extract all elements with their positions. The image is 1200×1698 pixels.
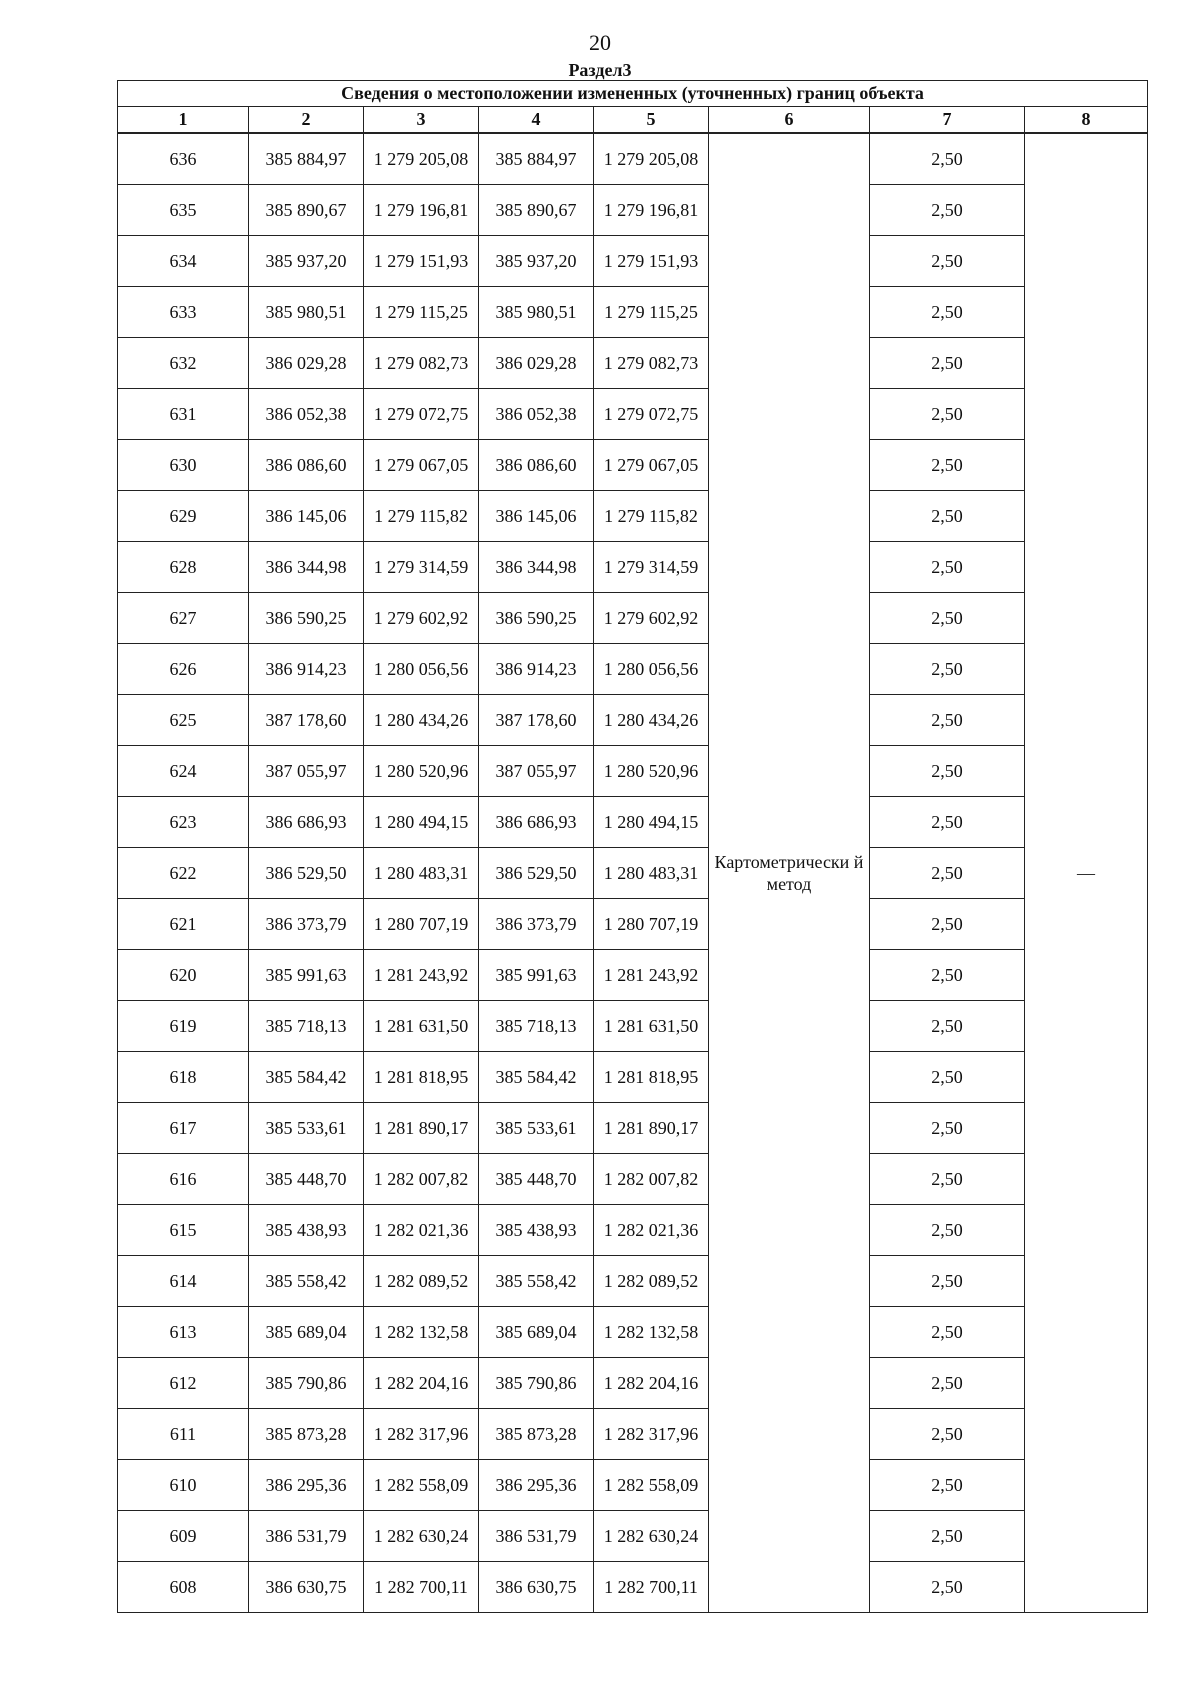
y-existing-cell: 1 282 630,24: [364, 1511, 479, 1562]
point-number-cell: 609: [118, 1511, 249, 1562]
y-new-cell: 1 280 056,56: [594, 644, 709, 695]
y-new-cell: 1 279 115,82: [594, 491, 709, 542]
y-new-cell: 1 282 317,96: [594, 1409, 709, 1460]
y-new-cell: 1 281 890,17: [594, 1103, 709, 1154]
y-existing-cell: 1 280 434,26: [364, 695, 479, 746]
x-new-cell: 386 295,36: [479, 1460, 594, 1511]
y-new-cell: 1 282 132,58: [594, 1307, 709, 1358]
point-number-cell: 608: [118, 1562, 249, 1613]
x-new-cell: 385 533,61: [479, 1103, 594, 1154]
point-number-cell: 624: [118, 746, 249, 797]
accuracy-cell: 2,50: [870, 1103, 1025, 1154]
y-new-cell: 1 282 630,24: [594, 1511, 709, 1562]
x-new-cell: 386 630,75: [479, 1562, 594, 1613]
table-row: [118, 542, 1148, 593]
accuracy-cell: 2,50: [870, 1409, 1025, 1460]
table-row: [118, 1358, 1148, 1409]
x-new-cell: 385 448,70: [479, 1154, 594, 1205]
y-new-cell: 1 282 204,16: [594, 1358, 709, 1409]
accuracy-cell: 2,50: [870, 1460, 1025, 1511]
point-number-cell: 628: [118, 542, 249, 593]
table-row: [118, 950, 1148, 1001]
y-existing-cell: 1 282 558,09: [364, 1460, 479, 1511]
accuracy-cell: 2,50: [870, 848, 1025, 899]
accuracy-cell: 2,50: [870, 950, 1025, 1001]
y-existing-cell: 1 279 115,25: [364, 287, 479, 338]
point-number-cell: 610: [118, 1460, 249, 1511]
point-number-cell: 621: [118, 899, 249, 950]
column-number: 1: [118, 107, 249, 134]
point-number-cell: 615: [118, 1205, 249, 1256]
accuracy-cell: 2,50: [870, 593, 1025, 644]
x-new-cell: 387 178,60: [479, 695, 594, 746]
y-new-cell: 1 280 520,96: [594, 746, 709, 797]
accuracy-cell: 2,50: [870, 1358, 1025, 1409]
column-number: 6: [709, 107, 870, 134]
y-existing-cell: 1 280 520,96: [364, 746, 479, 797]
y-existing-cell: 1 279 205,08: [364, 133, 479, 185]
x-existing-cell: 386 145,06: [249, 491, 364, 542]
x-new-cell: 385 558,42: [479, 1256, 594, 1307]
point-number-cell: 617: [118, 1103, 249, 1154]
column-number: 4: [479, 107, 594, 134]
y-existing-cell: 1 279 602,92: [364, 593, 479, 644]
y-new-cell: 1 281 631,50: [594, 1001, 709, 1052]
table-row: [118, 1511, 1148, 1562]
accuracy-cell: 2,50: [870, 287, 1025, 338]
x-existing-cell: 385 558,42: [249, 1256, 364, 1307]
x-existing-cell: 385 533,61: [249, 1103, 364, 1154]
y-new-cell: 1 279 151,93: [594, 236, 709, 287]
y-new-cell: 1 281 818,95: [594, 1052, 709, 1103]
x-new-cell: 385 790,86: [479, 1358, 594, 1409]
y-existing-cell: 1 280 483,31: [364, 848, 479, 899]
accuracy-cell: 2,50: [870, 1307, 1025, 1358]
x-existing-cell: 385 937,20: [249, 236, 364, 287]
y-existing-cell: 1 282 700,11: [364, 1562, 479, 1613]
y-existing-cell: 1 282 132,58: [364, 1307, 479, 1358]
accuracy-cell: 2,50: [870, 542, 1025, 593]
x-new-cell: 385 718,13: [479, 1001, 594, 1052]
accuracy-cell: 2,50: [870, 1154, 1025, 1205]
y-new-cell: 1 282 558,09: [594, 1460, 709, 1511]
accuracy-cell: 2,50: [870, 133, 1025, 185]
method-cell: Картометрически й метод: [709, 133, 870, 1613]
x-new-cell: 386 086,60: [479, 440, 594, 491]
point-number-cell: 625: [118, 695, 249, 746]
y-existing-cell: 1 281 890,17: [364, 1103, 479, 1154]
table-row: [118, 287, 1148, 338]
x-new-cell: 386 029,28: [479, 338, 594, 389]
x-new-cell: 385 937,20: [479, 236, 594, 287]
note-cell: —: [1025, 133, 1148, 1613]
table-row: [118, 1562, 1148, 1613]
x-new-cell: 385 890,67: [479, 185, 594, 236]
page-number: 20: [589, 30, 611, 55]
x-existing-cell: 385 890,67: [249, 185, 364, 236]
point-number-cell: 618: [118, 1052, 249, 1103]
table-row: [118, 1307, 1148, 1358]
accuracy-cell: 2,50: [870, 1562, 1025, 1613]
y-new-cell: 1 279 067,05: [594, 440, 709, 491]
point-number-cell: 614: [118, 1256, 249, 1307]
accuracy-cell: 2,50: [870, 797, 1025, 848]
table-row: [118, 440, 1148, 491]
x-new-cell: 385 438,93: [479, 1205, 594, 1256]
y-existing-cell: 1 282 021,36: [364, 1205, 479, 1256]
accuracy-cell: 2,50: [870, 185, 1025, 236]
table-row: [118, 899, 1148, 950]
table-row: [118, 848, 1148, 899]
x-existing-cell: 387 178,60: [249, 695, 364, 746]
point-number-cell: 634: [118, 236, 249, 287]
y-new-cell: 1 280 707,19: [594, 899, 709, 950]
point-number-cell: 613: [118, 1307, 249, 1358]
point-number-cell: 611: [118, 1409, 249, 1460]
y-existing-cell: 1 279 082,73: [364, 338, 479, 389]
x-new-cell: 386 590,25: [479, 593, 594, 644]
x-new-cell: 386 344,98: [479, 542, 594, 593]
point-number-cell: 612: [118, 1358, 249, 1409]
table-row: [118, 185, 1148, 236]
y-existing-cell: 1 279 072,75: [364, 389, 479, 440]
y-new-cell: 1 279 602,92: [594, 593, 709, 644]
point-number-cell: 630: [118, 440, 249, 491]
x-new-cell: 386 914,23: [479, 644, 594, 695]
x-existing-cell: 386 029,28: [249, 338, 364, 389]
x-existing-cell: 386 914,23: [249, 644, 364, 695]
y-existing-cell: 1 282 007,82: [364, 1154, 479, 1205]
table-row: [118, 491, 1148, 542]
y-new-cell: 1 282 089,52: [594, 1256, 709, 1307]
point-number-cell: 620: [118, 950, 249, 1001]
y-new-cell: 1 282 700,11: [594, 1562, 709, 1613]
accuracy-cell: 2,50: [870, 1256, 1025, 1307]
y-new-cell: 1 279 196,81: [594, 185, 709, 236]
y-existing-cell: 1 279 196,81: [364, 185, 479, 236]
x-existing-cell: 385 448,70: [249, 1154, 364, 1205]
column-number: 5: [594, 107, 709, 134]
x-new-cell: 386 686,93: [479, 797, 594, 848]
boundary-coordinates-table: [117, 80, 1148, 1613]
table-row: [118, 133, 1148, 185]
point-number-cell: 619: [118, 1001, 249, 1052]
x-existing-cell: 386 686,93: [249, 797, 364, 848]
x-new-cell: 385 980,51: [479, 287, 594, 338]
x-existing-cell: 385 873,28: [249, 1409, 364, 1460]
table-row: [118, 797, 1148, 848]
y-new-cell: 1 280 483,31: [594, 848, 709, 899]
table-row: [118, 389, 1148, 440]
accuracy-cell: 2,50: [870, 1001, 1025, 1052]
x-new-cell: 385 873,28: [479, 1409, 594, 1460]
table-row: [118, 695, 1148, 746]
x-existing-cell: 385 689,04: [249, 1307, 364, 1358]
y-new-cell: 1 279 314,59: [594, 542, 709, 593]
table-row: [118, 644, 1148, 695]
x-existing-cell: 386 344,98: [249, 542, 364, 593]
table-row: [118, 1256, 1148, 1307]
column-number: 2: [249, 107, 364, 134]
column-number-row: [118, 107, 1148, 134]
accuracy-cell: 2,50: [870, 695, 1025, 746]
x-new-cell: 386 529,50: [479, 848, 594, 899]
x-existing-cell: 386 373,79: [249, 899, 364, 950]
y-new-cell: 1 280 494,15: [594, 797, 709, 848]
x-existing-cell: 385 438,93: [249, 1205, 364, 1256]
y-new-cell: 1 279 205,08: [594, 133, 709, 185]
y-new-cell: 1 282 021,36: [594, 1205, 709, 1256]
x-existing-cell: 385 980,51: [249, 287, 364, 338]
y-new-cell: 1 280 434,26: [594, 695, 709, 746]
column-number: 7: [870, 107, 1025, 134]
x-new-cell: 386 052,38: [479, 389, 594, 440]
y-existing-cell: 1 280 494,15: [364, 797, 479, 848]
x-new-cell: 385 991,63: [479, 950, 594, 1001]
point-number-cell: 629: [118, 491, 249, 542]
point-number-cell: 633: [118, 287, 249, 338]
x-existing-cell: 386 630,75: [249, 1562, 364, 1613]
table-row: [118, 1205, 1148, 1256]
x-new-cell: 385 689,04: [479, 1307, 594, 1358]
point-number-cell: 636: [118, 133, 249, 185]
x-existing-cell: 386 052,38: [249, 389, 364, 440]
y-existing-cell: 1 282 089,52: [364, 1256, 479, 1307]
y-existing-cell: 1 281 631,50: [364, 1001, 479, 1052]
accuracy-cell: 2,50: [870, 1511, 1025, 1562]
x-existing-cell: 385 991,63: [249, 950, 364, 1001]
point-number-cell: 626: [118, 644, 249, 695]
x-new-cell: 386 145,06: [479, 491, 594, 542]
accuracy-cell: 2,50: [870, 1052, 1025, 1103]
x-existing-cell: 386 531,79: [249, 1511, 364, 1562]
table-row: [118, 1409, 1148, 1460]
y-existing-cell: 1 282 204,16: [364, 1358, 479, 1409]
point-number-cell: 616: [118, 1154, 249, 1205]
y-new-cell: 1 279 082,73: [594, 338, 709, 389]
point-number-cell: 631: [118, 389, 249, 440]
accuracy-cell: 2,50: [870, 1205, 1025, 1256]
x-existing-cell: 386 295,36: [249, 1460, 364, 1511]
point-number-cell: 623: [118, 797, 249, 848]
point-number-cell: 627: [118, 593, 249, 644]
table-row: [118, 1052, 1148, 1103]
x-existing-cell: 386 590,25: [249, 593, 364, 644]
y-existing-cell: 1 280 056,56: [364, 644, 479, 695]
y-existing-cell: 1 279 151,93: [364, 236, 479, 287]
y-new-cell: 1 282 007,82: [594, 1154, 709, 1205]
y-existing-cell: 1 279 067,05: [364, 440, 479, 491]
accuracy-cell: 2,50: [870, 338, 1025, 389]
table-row: [118, 1103, 1148, 1154]
table-row: [118, 1154, 1148, 1205]
accuracy-cell: 2,50: [870, 236, 1025, 287]
accuracy-cell: 2,50: [870, 389, 1025, 440]
x-new-cell: 385 584,42: [479, 1052, 594, 1103]
y-existing-cell: 1 279 314,59: [364, 542, 479, 593]
y-existing-cell: 1 280 707,19: [364, 899, 479, 950]
x-existing-cell: 387 055,97: [249, 746, 364, 797]
x-existing-cell: 385 884,97: [249, 133, 364, 185]
y-existing-cell: 1 279 115,82: [364, 491, 479, 542]
accuracy-cell: 2,50: [870, 644, 1025, 695]
table-row: [118, 236, 1148, 287]
section-title: Раздел3: [568, 60, 632, 80]
x-new-cell: 386 531,79: [479, 1511, 594, 1562]
x-new-cell: 387 055,97: [479, 746, 594, 797]
x-existing-cell: 385 790,86: [249, 1358, 364, 1409]
x-existing-cell: 386 086,60: [249, 440, 364, 491]
y-existing-cell: 1 282 317,96: [364, 1409, 479, 1460]
table-caption: Сведения о местоположении измененных (уточненных) границ объекта: [118, 81, 1148, 107]
table-row: [118, 1001, 1148, 1052]
point-number-cell: 635: [118, 185, 249, 236]
table-row: [118, 746, 1148, 797]
y-new-cell: 1 279 115,25: [594, 287, 709, 338]
x-existing-cell: 386 529,50: [249, 848, 364, 899]
point-number-cell: 632: [118, 338, 249, 389]
x-existing-cell: 385 584,42: [249, 1052, 364, 1103]
column-number: 8: [1025, 107, 1148, 134]
column-number: 3: [364, 107, 479, 134]
y-new-cell: 1 279 072,75: [594, 389, 709, 440]
table-row: [118, 338, 1148, 389]
y-existing-cell: 1 281 818,95: [364, 1052, 479, 1103]
table-body: [118, 133, 1148, 1613]
accuracy-cell: 2,50: [870, 746, 1025, 797]
x-new-cell: 385 884,97: [479, 133, 594, 185]
accuracy-cell: 2,50: [870, 491, 1025, 542]
table-row: [118, 1460, 1148, 1511]
x-existing-cell: 385 718,13: [249, 1001, 364, 1052]
x-new-cell: 386 373,79: [479, 899, 594, 950]
table-row: [118, 593, 1148, 644]
accuracy-cell: 2,50: [870, 899, 1025, 950]
y-new-cell: 1 281 243,92: [594, 950, 709, 1001]
y-existing-cell: 1 281 243,92: [364, 950, 479, 1001]
point-number-cell: 622: [118, 848, 249, 899]
accuracy-cell: 2,50: [870, 440, 1025, 491]
